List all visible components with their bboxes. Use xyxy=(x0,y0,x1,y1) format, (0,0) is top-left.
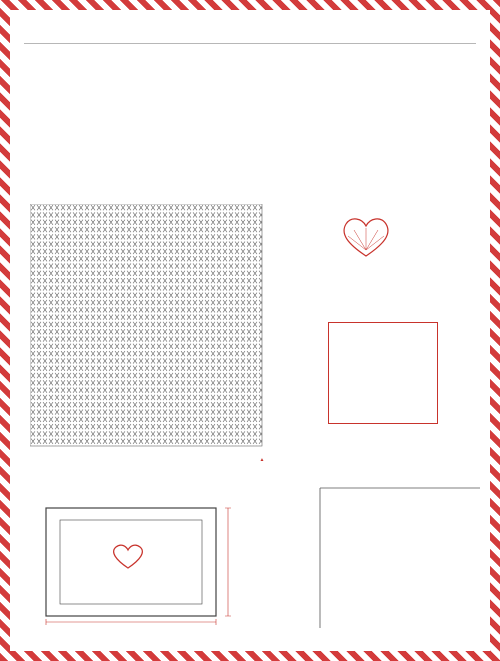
header-divider xyxy=(24,43,476,44)
left-column xyxy=(24,50,250,55)
legend-item xyxy=(329,365,437,374)
legend-panel xyxy=(328,322,438,424)
legend-item xyxy=(329,383,437,392)
legend-item xyxy=(329,328,437,337)
legend-item xyxy=(329,346,437,355)
legend-item xyxy=(329,356,437,365)
legend-item xyxy=(329,392,437,401)
page xyxy=(10,10,490,651)
heart-motif-icon xyxy=(336,212,396,262)
heart-icon xyxy=(114,545,143,568)
legend-item xyxy=(329,374,437,383)
diagram1-grid xyxy=(30,204,278,466)
assembly-schema xyxy=(38,502,248,632)
rug-inner-outline xyxy=(60,520,202,604)
start-marker-icon: ▲ xyxy=(259,457,265,463)
diagram1-stitch-field xyxy=(30,204,262,446)
diagram2-border-chart xyxy=(280,458,490,633)
legend-item xyxy=(329,337,437,346)
rug-outline xyxy=(46,508,216,616)
